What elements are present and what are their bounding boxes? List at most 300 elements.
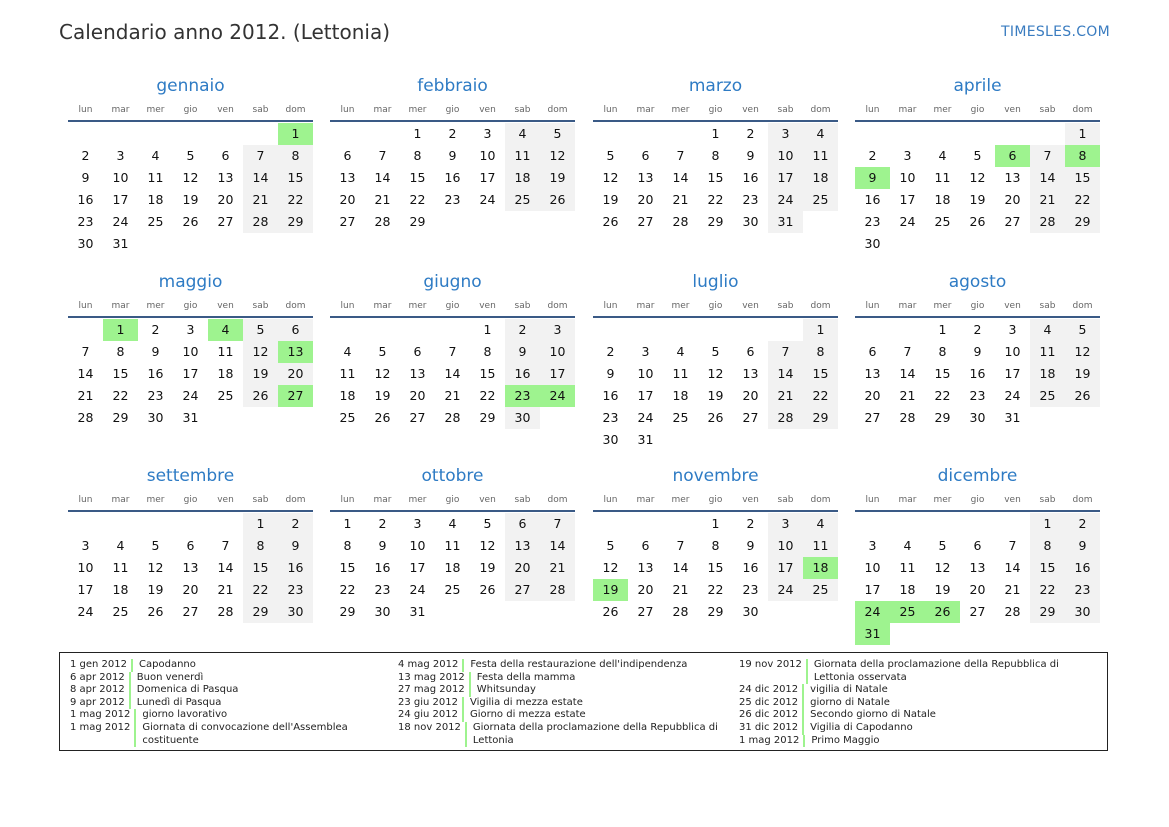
day-cell[interactable]: 6 bbox=[868, 344, 877, 359]
day-cell[interactable]: 8 bbox=[1030, 535, 1065, 557]
day-cell[interactable]: 29 bbox=[278, 211, 313, 233]
day-cell[interactable]: 5 bbox=[973, 148, 982, 163]
day-cell[interactable]: 25 bbox=[934, 214, 951, 229]
day-cell[interactable]: 23 bbox=[602, 410, 619, 425]
day-cell[interactable]: 27 bbox=[864, 410, 881, 425]
day-cell[interactable]: 3 bbox=[413, 516, 422, 531]
day-cell[interactable]: 5 bbox=[378, 344, 387, 359]
day-cell[interactable]: 13 bbox=[339, 170, 356, 185]
day-cell[interactable]: 11 bbox=[147, 170, 164, 185]
day-cell[interactable]: 7 bbox=[676, 148, 685, 163]
day-cell[interactable]: 5 bbox=[711, 344, 720, 359]
day-cell[interactable]: 27 bbox=[742, 410, 759, 425]
day-cell[interactable]: 13 bbox=[409, 366, 426, 381]
day-cell[interactable]: 22 bbox=[934, 388, 951, 403]
day-cell[interactable]: 5 bbox=[186, 148, 195, 163]
day-cell[interactable]: 23 bbox=[444, 192, 461, 207]
day-cell[interactable]: 1 bbox=[711, 126, 720, 141]
day-cell[interactable]: 28 bbox=[1004, 604, 1021, 619]
holiday-day-cell[interactable]: 27 bbox=[278, 385, 313, 407]
day-cell[interactable]: 28 bbox=[217, 604, 234, 619]
day-cell[interactable]: 27 bbox=[505, 579, 540, 601]
day-cell[interactable]: 18 bbox=[1030, 363, 1065, 385]
day-cell[interactable]: 6 bbox=[221, 148, 230, 163]
day-cell[interactable]: 21 bbox=[77, 388, 94, 403]
day-cell[interactable]: 23 bbox=[864, 214, 881, 229]
day-cell[interactable]: 12 bbox=[182, 170, 199, 185]
day-cell[interactable]: 26 bbox=[602, 604, 619, 619]
day-cell[interactable]: 2 bbox=[746, 126, 755, 141]
day-cell[interactable]: 26 bbox=[602, 214, 619, 229]
holiday-day-cell[interactable]: 25 bbox=[890, 601, 925, 623]
day-cell[interactable]: 9 bbox=[973, 344, 982, 359]
day-cell[interactable]: 26 bbox=[969, 214, 986, 229]
holiday-day-cell[interactable]: 1 bbox=[278, 123, 313, 145]
holiday-day-cell[interactable]: 26 bbox=[925, 601, 960, 623]
day-cell[interactable]: 28 bbox=[672, 604, 689, 619]
day-cell[interactable]: 12 bbox=[602, 170, 619, 185]
day-cell[interactable]: 1 bbox=[803, 319, 838, 341]
day-cell[interactable]: 13 bbox=[742, 366, 759, 381]
day-cell[interactable]: 24 bbox=[768, 189, 803, 211]
day-cell[interactable]: 23 bbox=[969, 388, 986, 403]
day-cell[interactable]: 21 bbox=[374, 192, 391, 207]
day-cell[interactable]: 13 bbox=[1004, 170, 1021, 185]
day-cell[interactable]: 16 bbox=[742, 560, 759, 575]
day-cell[interactable]: 11 bbox=[444, 538, 461, 553]
day-cell[interactable]: 5 bbox=[606, 538, 615, 553]
day-cell[interactable]: 20 bbox=[505, 557, 540, 579]
day-cell[interactable]: 11 bbox=[1030, 341, 1065, 363]
day-cell[interactable]: 21 bbox=[768, 385, 803, 407]
holiday-day-cell[interactable]: 31 bbox=[855, 623, 890, 645]
day-cell[interactable]: 20 bbox=[637, 192, 654, 207]
day-cell[interactable]: 6 bbox=[505, 513, 540, 535]
day-cell[interactable]: 4 bbox=[903, 538, 912, 553]
day-cell[interactable]: 11 bbox=[672, 366, 689, 381]
day-cell[interactable]: 27 bbox=[182, 604, 199, 619]
day-cell[interactable]: 9 bbox=[81, 170, 90, 185]
day-cell[interactable]: 1 bbox=[483, 322, 492, 337]
day-cell[interactable]: 18 bbox=[217, 366, 234, 381]
day-cell[interactable]: 23 bbox=[278, 579, 313, 601]
day-cell[interactable]: 19 bbox=[1065, 363, 1100, 385]
day-cell[interactable]: 8 bbox=[116, 344, 125, 359]
day-cell[interactable]: 10 bbox=[768, 535, 803, 557]
day-cell[interactable]: 19 bbox=[243, 363, 278, 385]
day-cell[interactable]: 21 bbox=[899, 388, 916, 403]
day-cell[interactable]: 9 bbox=[378, 538, 387, 553]
day-cell[interactable]: 28 bbox=[768, 407, 803, 429]
day-cell[interactable]: 7 bbox=[768, 341, 803, 363]
day-cell[interactable]: 31 bbox=[768, 211, 803, 233]
day-cell[interactable]: 12 bbox=[1065, 341, 1100, 363]
day-cell[interactable]: 30 bbox=[742, 604, 759, 619]
day-cell[interactable]: 28 bbox=[243, 211, 278, 233]
day-cell[interactable]: 10 bbox=[864, 560, 881, 575]
day-cell[interactable]: 26 bbox=[479, 582, 496, 597]
day-cell[interactable]: 17 bbox=[182, 366, 199, 381]
day-cell[interactable]: 29 bbox=[934, 410, 951, 425]
day-cell[interactable]: 25 bbox=[147, 214, 164, 229]
day-cell[interactable]: 14 bbox=[540, 535, 575, 557]
day-cell[interactable]: 1 bbox=[1030, 513, 1065, 535]
day-cell[interactable]: 19 bbox=[934, 582, 951, 597]
day-cell[interactable]: 22 bbox=[707, 582, 724, 597]
day-cell[interactable]: 25 bbox=[505, 189, 540, 211]
day-cell[interactable]: 28 bbox=[899, 410, 916, 425]
day-cell[interactable]: 25 bbox=[672, 410, 689, 425]
day-cell[interactable]: 25 bbox=[803, 579, 838, 601]
day-cell[interactable]: 9 bbox=[606, 366, 615, 381]
day-cell[interactable]: 17 bbox=[637, 388, 654, 403]
day-cell[interactable]: 2 bbox=[448, 126, 457, 141]
day-cell[interactable]: 2 bbox=[81, 148, 90, 163]
day-cell[interactable]: 17 bbox=[77, 582, 94, 597]
day-cell[interactable]: 3 bbox=[81, 538, 90, 553]
day-cell[interactable]: 30 bbox=[1065, 601, 1100, 623]
day-cell[interactable]: 28 bbox=[77, 410, 94, 425]
day-cell[interactable]: 20 bbox=[742, 388, 759, 403]
day-cell[interactable]: 24 bbox=[479, 192, 496, 207]
day-cell[interactable]: 10 bbox=[637, 366, 654, 381]
day-cell[interactable]: 1 bbox=[711, 516, 720, 531]
day-cell[interactable]: 10 bbox=[540, 341, 575, 363]
day-cell[interactable]: 2 bbox=[746, 516, 755, 531]
day-cell[interactable]: 14 bbox=[444, 366, 461, 381]
day-cell[interactable]: 15 bbox=[1030, 557, 1065, 579]
day-cell[interactable]: 5 bbox=[243, 319, 278, 341]
holiday-day-cell[interactable]: 1 bbox=[103, 319, 138, 341]
day-cell[interactable]: 12 bbox=[540, 145, 575, 167]
day-cell[interactable]: 15 bbox=[339, 560, 356, 575]
holiday-day-cell[interactable]: 9 bbox=[855, 167, 890, 189]
holiday-day-cell[interactable]: 18 bbox=[803, 557, 838, 579]
day-cell[interactable]: 29 bbox=[803, 407, 838, 429]
day-cell[interactable]: 13 bbox=[864, 366, 881, 381]
day-cell[interactable]: 4 bbox=[151, 148, 160, 163]
day-cell[interactable]: 16 bbox=[864, 192, 881, 207]
day-cell[interactable]: 28 bbox=[374, 214, 391, 229]
day-cell[interactable]: 6 bbox=[343, 148, 352, 163]
day-cell[interactable]: 10 bbox=[77, 560, 94, 575]
day-cell[interactable]: 20 bbox=[969, 582, 986, 597]
day-cell[interactable]: 29 bbox=[1030, 601, 1065, 623]
day-cell[interactable]: 19 bbox=[602, 192, 619, 207]
day-cell[interactable]: 22 bbox=[479, 388, 496, 403]
day-cell[interactable]: 23 bbox=[742, 192, 759, 207]
day-cell[interactable]: 17 bbox=[768, 167, 803, 189]
day-cell[interactable]: 21 bbox=[217, 582, 234, 597]
day-cell[interactable]: 25 bbox=[444, 582, 461, 597]
holiday-day-cell[interactable]: 19 bbox=[593, 579, 628, 601]
day-cell[interactable]: 6 bbox=[278, 319, 313, 341]
day-cell[interactable]: 29 bbox=[707, 604, 724, 619]
day-cell[interactable]: 14 bbox=[217, 560, 234, 575]
day-cell[interactable]: 5 bbox=[540, 123, 575, 145]
day-cell[interactable]: 8 bbox=[711, 538, 720, 553]
day-cell[interactable]: 8 bbox=[711, 148, 720, 163]
day-cell[interactable]: 3 bbox=[186, 322, 195, 337]
day-cell[interactable]: 6 bbox=[413, 344, 422, 359]
day-cell[interactable]: 20 bbox=[278, 363, 313, 385]
day-cell[interactable]: 18 bbox=[672, 388, 689, 403]
day-cell[interactable]: 15 bbox=[707, 560, 724, 575]
day-cell[interactable]: 13 bbox=[969, 560, 986, 575]
day-cell[interactable]: 8 bbox=[938, 344, 947, 359]
day-cell[interactable]: 29 bbox=[243, 601, 278, 623]
day-cell[interactable]: 22 bbox=[112, 388, 129, 403]
day-cell[interactable]: 17 bbox=[768, 557, 803, 579]
day-cell[interactable]: 12 bbox=[707, 366, 724, 381]
day-cell[interactable]: 4 bbox=[1030, 319, 1065, 341]
day-cell[interactable]: 9 bbox=[746, 538, 755, 553]
day-cell[interactable]: 1 bbox=[1065, 123, 1100, 145]
day-cell[interactable]: 14 bbox=[768, 363, 803, 385]
day-cell[interactable]: 26 bbox=[707, 410, 724, 425]
day-cell[interactable]: 27 bbox=[217, 214, 234, 229]
holiday-day-cell[interactable]: 24 bbox=[540, 385, 575, 407]
day-cell[interactable]: 18 bbox=[444, 560, 461, 575]
day-cell[interactable]: 22 bbox=[1030, 579, 1065, 601]
day-cell[interactable]: 20 bbox=[339, 192, 356, 207]
day-cell[interactable]: 4 bbox=[803, 123, 838, 145]
day-cell[interactable]: 19 bbox=[374, 388, 391, 403]
day-cell[interactable]: 17 bbox=[540, 363, 575, 385]
day-cell[interactable]: 30 bbox=[147, 410, 164, 425]
day-cell[interactable]: 18 bbox=[899, 582, 916, 597]
day-cell[interactable]: 5 bbox=[483, 516, 492, 531]
day-cell[interactable]: 27 bbox=[339, 214, 356, 229]
day-cell[interactable]: 3 bbox=[1008, 322, 1017, 337]
day-cell[interactable]: 15 bbox=[1065, 167, 1100, 189]
day-cell[interactable]: 15 bbox=[243, 557, 278, 579]
day-cell[interactable]: 25 bbox=[803, 189, 838, 211]
day-cell[interactable]: 4 bbox=[116, 538, 125, 553]
day-cell[interactable]: 15 bbox=[112, 366, 129, 381]
holiday-day-cell[interactable]: 8 bbox=[1065, 145, 1100, 167]
day-cell[interactable]: 16 bbox=[1065, 557, 1100, 579]
day-cell[interactable]: 24 bbox=[77, 604, 94, 619]
day-cell[interactable]: 20 bbox=[217, 192, 234, 207]
day-cell[interactable]: 7 bbox=[243, 145, 278, 167]
day-cell[interactable]: 29 bbox=[409, 214, 426, 229]
day-cell[interactable]: 25 bbox=[1030, 385, 1065, 407]
day-cell[interactable]: 20 bbox=[864, 388, 881, 403]
day-cell[interactable]: 18 bbox=[803, 167, 838, 189]
day-cell[interactable]: 16 bbox=[147, 366, 164, 381]
day-cell[interactable]: 9 bbox=[278, 535, 313, 557]
day-cell[interactable]: 18 bbox=[112, 582, 129, 597]
day-cell[interactable]: 11 bbox=[934, 170, 951, 185]
day-cell[interactable]: 19 bbox=[969, 192, 986, 207]
day-cell[interactable]: 26 bbox=[1065, 385, 1100, 407]
day-cell[interactable]: 11 bbox=[899, 560, 916, 575]
day-cell[interactable]: 24 bbox=[899, 214, 916, 229]
day-cell[interactable]: 7 bbox=[540, 513, 575, 535]
day-cell[interactable]: 2 bbox=[151, 322, 160, 337]
day-cell[interactable]: 24 bbox=[112, 214, 129, 229]
day-cell[interactable]: 5 bbox=[1065, 319, 1100, 341]
day-cell[interactable]: 7 bbox=[81, 344, 90, 359]
day-cell[interactable]: 11 bbox=[339, 366, 356, 381]
day-cell[interactable]: 14 bbox=[77, 366, 94, 381]
day-cell[interactable]: 15 bbox=[409, 170, 426, 185]
day-cell[interactable]: 3 bbox=[116, 148, 125, 163]
day-cell[interactable]: 26 bbox=[243, 385, 278, 407]
day-cell[interactable]: 11 bbox=[217, 344, 234, 359]
day-cell[interactable]: 16 bbox=[505, 363, 540, 385]
day-cell[interactable]: 22 bbox=[278, 189, 313, 211]
day-cell[interactable]: 2 bbox=[1065, 513, 1100, 535]
day-cell[interactable]: 15 bbox=[278, 167, 313, 189]
day-cell[interactable]: 6 bbox=[746, 344, 755, 359]
day-cell[interactable]: 21 bbox=[672, 582, 689, 597]
day-cell[interactable]: 16 bbox=[969, 366, 986, 381]
day-cell[interactable]: 22 bbox=[243, 579, 278, 601]
day-cell[interactable]: 7 bbox=[378, 148, 387, 163]
day-cell[interactable]: 5 bbox=[606, 148, 615, 163]
day-cell[interactable]: 26 bbox=[540, 189, 575, 211]
day-cell[interactable]: 20 bbox=[182, 582, 199, 597]
day-cell[interactable]: 20 bbox=[637, 582, 654, 597]
day-cell[interactable]: 12 bbox=[479, 538, 496, 553]
day-cell[interactable]: 13 bbox=[637, 170, 654, 185]
day-cell[interactable]: 4 bbox=[803, 513, 838, 535]
day-cell[interactable]: 21 bbox=[1004, 582, 1021, 597]
day-cell[interactable]: 6 bbox=[641, 148, 650, 163]
day-cell[interactable]: 31 bbox=[112, 236, 129, 251]
day-cell[interactable]: 26 bbox=[182, 214, 199, 229]
brand-link[interactable]: TIMESLES.COM bbox=[1001, 24, 1110, 40]
day-cell[interactable]: 31 bbox=[409, 604, 426, 619]
day-cell[interactable]: 14 bbox=[1030, 167, 1065, 189]
day-cell[interactable]: 2 bbox=[973, 322, 982, 337]
day-cell[interactable]: 12 bbox=[374, 366, 391, 381]
day-cell[interactable]: 23 bbox=[374, 582, 391, 597]
day-cell[interactable]: 28 bbox=[444, 410, 461, 425]
day-cell[interactable]: 28 bbox=[1030, 211, 1065, 233]
day-cell[interactable]: 3 bbox=[868, 538, 877, 553]
day-cell[interactable]: 17 bbox=[112, 192, 129, 207]
day-cell[interactable]: 30 bbox=[602, 432, 619, 447]
day-cell[interactable]: 16 bbox=[374, 560, 391, 575]
day-cell[interactable]: 10 bbox=[182, 344, 199, 359]
day-cell[interactable]: 27 bbox=[409, 410, 426, 425]
day-cell[interactable]: 10 bbox=[479, 148, 496, 163]
day-cell[interactable]: 14 bbox=[374, 170, 391, 185]
day-cell[interactable]: 29 bbox=[112, 410, 129, 425]
day-cell[interactable]: 17 bbox=[479, 170, 496, 185]
holiday-day-cell[interactable]: 24 bbox=[855, 601, 890, 623]
day-cell[interactable]: 2 bbox=[868, 148, 877, 163]
day-cell[interactable]: 21 bbox=[672, 192, 689, 207]
day-cell[interactable]: 12 bbox=[147, 560, 164, 575]
day-cell[interactable]: 23 bbox=[1065, 579, 1100, 601]
day-cell[interactable]: 6 bbox=[186, 538, 195, 553]
day-cell[interactable]: 30 bbox=[278, 601, 313, 623]
day-cell[interactable]: 4 bbox=[505, 123, 540, 145]
day-cell[interactable]: 4 bbox=[676, 344, 685, 359]
day-cell[interactable]: 25 bbox=[217, 388, 234, 403]
day-cell[interactable]: 16 bbox=[77, 192, 94, 207]
day-cell[interactable]: 8 bbox=[243, 535, 278, 557]
day-cell[interactable]: 9 bbox=[1065, 535, 1100, 557]
day-cell[interactable]: 7 bbox=[448, 344, 457, 359]
day-cell[interactable]: 14 bbox=[1004, 560, 1021, 575]
day-cell[interactable]: 22 bbox=[707, 192, 724, 207]
day-cell[interactable]: 11 bbox=[803, 535, 838, 557]
day-cell[interactable]: 24 bbox=[637, 410, 654, 425]
day-cell[interactable]: 12 bbox=[602, 560, 619, 575]
day-cell[interactable]: 7 bbox=[1030, 145, 1065, 167]
day-cell[interactable]: 16 bbox=[444, 170, 461, 185]
day-cell[interactable]: 15 bbox=[707, 170, 724, 185]
day-cell[interactable]: 30 bbox=[505, 407, 540, 429]
day-cell[interactable]: 14 bbox=[899, 366, 916, 381]
day-cell[interactable]: 28 bbox=[540, 579, 575, 601]
day-cell[interactable]: 10 bbox=[112, 170, 129, 185]
day-cell[interactable]: 24 bbox=[1004, 388, 1021, 403]
day-cell[interactable]: 16 bbox=[602, 388, 619, 403]
day-cell[interactable]: 22 bbox=[409, 192, 426, 207]
day-cell[interactable]: 8 bbox=[483, 344, 492, 359]
day-cell[interactable]: 13 bbox=[182, 560, 199, 575]
day-cell[interactable]: 17 bbox=[864, 582, 881, 597]
day-cell[interactable]: 2 bbox=[505, 319, 540, 341]
day-cell[interactable]: 3 bbox=[540, 319, 575, 341]
day-cell[interactable]: 6 bbox=[973, 538, 982, 553]
day-cell[interactable]: 8 bbox=[413, 148, 422, 163]
day-cell[interactable]: 18 bbox=[147, 192, 164, 207]
day-cell[interactable]: 3 bbox=[903, 148, 912, 163]
day-cell[interactable]: 17 bbox=[1004, 366, 1021, 381]
day-cell[interactable]: 10 bbox=[409, 538, 426, 553]
day-cell[interactable]: 4 bbox=[343, 344, 352, 359]
day-cell[interactable]: 29 bbox=[339, 604, 356, 619]
day-cell[interactable]: 23 bbox=[147, 388, 164, 403]
day-cell[interactable]: 13 bbox=[505, 535, 540, 557]
day-cell[interactable]: 15 bbox=[803, 363, 838, 385]
day-cell[interactable]: 8 bbox=[278, 145, 313, 167]
day-cell[interactable]: 3 bbox=[483, 126, 492, 141]
day-cell[interactable]: 3 bbox=[641, 344, 650, 359]
day-cell[interactable]: 21 bbox=[444, 388, 461, 403]
day-cell[interactable]: 15 bbox=[934, 366, 951, 381]
day-cell[interactable]: 23 bbox=[742, 582, 759, 597]
day-cell[interactable]: 12 bbox=[969, 170, 986, 185]
day-cell[interactable]: 13 bbox=[637, 560, 654, 575]
day-cell[interactable]: 27 bbox=[1004, 214, 1021, 229]
day-cell[interactable]: 22 bbox=[339, 582, 356, 597]
day-cell[interactable]: 14 bbox=[672, 170, 689, 185]
day-cell[interactable]: 19 bbox=[707, 388, 724, 403]
day-cell[interactable]: 31 bbox=[1004, 410, 1021, 425]
day-cell[interactable]: 19 bbox=[479, 560, 496, 575]
day-cell[interactable]: 22 bbox=[1065, 189, 1100, 211]
day-cell[interactable]: 2 bbox=[606, 344, 615, 359]
day-cell[interactable]: 13 bbox=[217, 170, 234, 185]
day-cell[interactable]: 3 bbox=[768, 513, 803, 535]
day-cell[interactable]: 15 bbox=[479, 366, 496, 381]
day-cell[interactable]: 7 bbox=[221, 538, 230, 553]
day-cell[interactable]: 14 bbox=[243, 167, 278, 189]
day-cell[interactable]: 12 bbox=[934, 560, 951, 575]
day-cell[interactable]: 12 bbox=[243, 341, 278, 363]
day-cell[interactable]: 27 bbox=[637, 214, 654, 229]
day-cell[interactable]: 16 bbox=[278, 557, 313, 579]
day-cell[interactable]: 14 bbox=[672, 560, 689, 575]
